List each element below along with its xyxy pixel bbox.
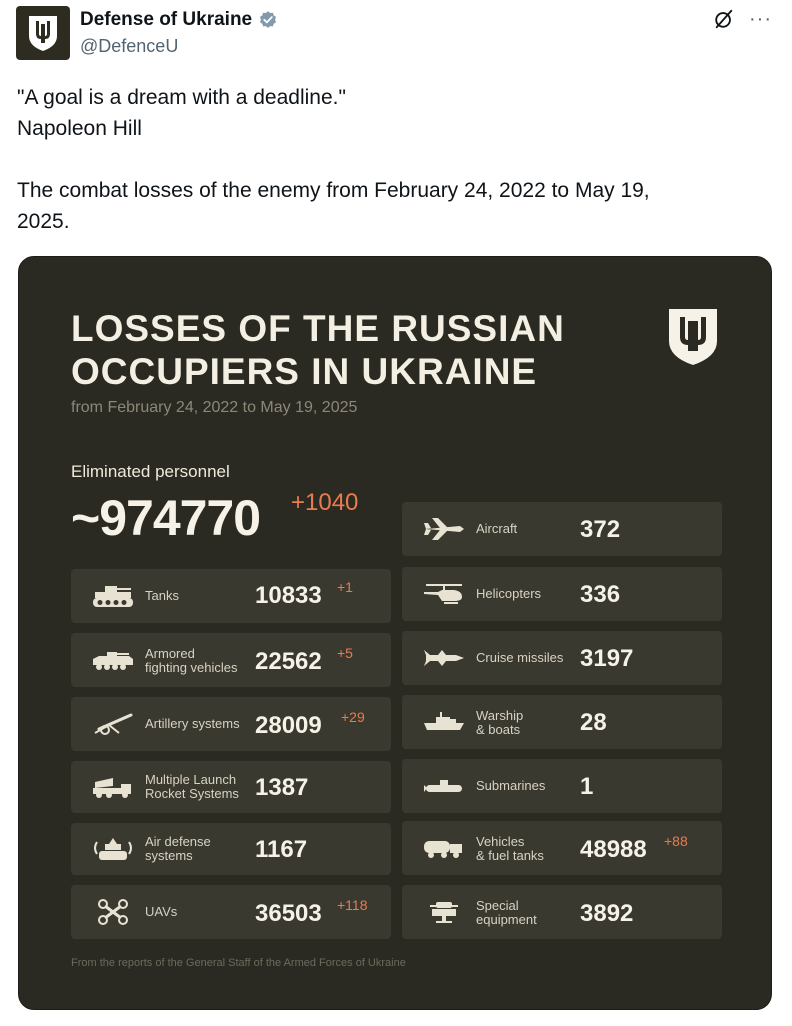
tile-label: Helicopters (476, 586, 542, 601)
tweet-body-line1: The combat losses of the enemy from February 24, 2022 to May 19, (17, 179, 650, 202)
tile-special-equipment (402, 885, 722, 939)
helicopter-icon (422, 581, 466, 607)
more-icon[interactable]: ··· (749, 8, 772, 30)
tile-delta: +118 (337, 897, 368, 913)
avatar[interactable] (16, 6, 70, 60)
tile-value: 28009 (255, 712, 322, 739)
tile-label: Air defense (145, 834, 211, 849)
tile-label: Artillery systems (145, 716, 240, 731)
tile-tanks (71, 569, 391, 623)
artillery-icon (91, 711, 135, 737)
tweet-quote: "A goal is a dream with a deadline." (17, 86, 346, 109)
tile-value: 336 (580, 581, 621, 608)
grok-icon[interactable] (713, 8, 735, 30)
tile-value: 1167 (255, 836, 308, 863)
card-footer-note: From the reports of the General Staff of the Armed Forces of Ukraine (71, 957, 406, 969)
drone-icon (91, 899, 135, 925)
tile-label: Cruise missiles (476, 650, 564, 665)
trident-icon (26, 14, 60, 52)
tile-value: 3197 (580, 645, 634, 672)
tile-label: Submarines (476, 778, 546, 793)
tile-label: & fuel tanks (476, 848, 544, 863)
tile-delta: +5 (337, 645, 353, 661)
tile-label: Vehicles (476, 834, 525, 849)
tile-label: Aircraft (476, 521, 518, 536)
aircraft-icon (422, 516, 466, 542)
tile-vehicles-fuel-tanks (402, 821, 722, 875)
tile-label: Warship (476, 708, 524, 723)
verified-badge-icon (258, 10, 278, 30)
infographic-card[interactable] (18, 256, 772, 1010)
tile-value: 10833 (255, 582, 322, 609)
tile-label: Armored (145, 646, 195, 661)
fuel-truck-icon (422, 835, 466, 861)
air-defense-icon (91, 836, 135, 862)
tile-label: Multiple Launch (145, 772, 237, 787)
personnel-value: ~974770 (71, 490, 261, 546)
tile-label: Special (476, 898, 519, 913)
armored-vehicle-icon (91, 647, 135, 673)
tile-delta: +29 (341, 709, 365, 725)
tile-value: 372 (580, 516, 621, 543)
tile-label: Tanks (145, 588, 179, 603)
tile-value: 1387 (255, 774, 309, 801)
tile-label: systems (145, 848, 193, 863)
tile-label: UAVs (145, 904, 178, 919)
tank-icon (91, 583, 135, 609)
tile-value: 1 (580, 773, 594, 800)
tweet-text (17, 82, 757, 237)
tile-label: Rocket Systems (145, 786, 239, 801)
tile-value: 3892 (580, 900, 634, 927)
author-name[interactable]: Defense of Ukraine (80, 9, 253, 30)
trident-emblem-icon (667, 307, 719, 367)
tile-warships (402, 695, 722, 749)
tile-mlrs (71, 761, 391, 813)
tile-submarines (402, 759, 722, 813)
tile-label: equipment (476, 912, 537, 927)
tile-delta: +1 (337, 579, 353, 595)
cruise-missile-icon (422, 645, 466, 671)
tile-air-defense (71, 823, 391, 875)
tile-delta: +88 (664, 833, 688, 849)
personnel-delta: +1040 (291, 489, 359, 516)
tile-value: 22562 (255, 648, 322, 675)
tweet-body-line2: 2025. (17, 210, 70, 233)
submarine-icon (422, 773, 466, 799)
warship-icon (422, 709, 466, 735)
card-subtitle: from February 24, 2022 to May 19, 2025 (71, 399, 358, 416)
tile-label: & boats (476, 722, 521, 737)
tweet-quote-author: Napoleon Hill (17, 117, 142, 140)
tile-value: 48988 (580, 836, 647, 863)
card-title: LOSSES OF THE RUSSIAN OCCUPIERS IN UKRAINE (71, 308, 565, 392)
tile-artillery (71, 697, 391, 751)
tile-value: 28 (580, 709, 607, 736)
tile-helicopters (402, 567, 722, 621)
special-equipment-icon (422, 899, 466, 925)
tile-uavs (71, 885, 391, 939)
tile-label: fighting vehicles (145, 660, 238, 675)
tile-armored-vehicles (71, 633, 391, 687)
author-handle[interactable]: @DefenceU (80, 36, 179, 56)
tile-value: 36503 (255, 900, 322, 927)
tile-aircraft (402, 502, 722, 556)
personnel-label: Eliminated personnel (71, 462, 230, 481)
mlrs-icon (91, 774, 135, 800)
tile-cruise-missiles (402, 631, 722, 685)
